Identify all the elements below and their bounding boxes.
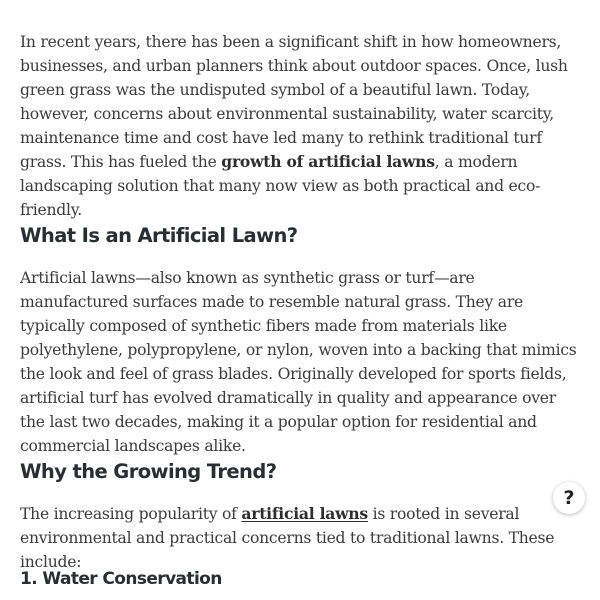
help-button[interactable] <box>553 482 585 514</box>
question-mark-icon: ? <box>563 486 575 509</box>
why-text-after: is rooted in several environmental and practical concerns tied to traditional lawns. These include: <box>20 505 555 571</box>
intro-paragraph <box>20 30 584 222</box>
why-text-before: The increasing popularity of <box>20 505 242 523</box>
section-heading-what-is: What Is an Artificial Lawn? <box>20 224 298 247</box>
intro-text-after: , a modern landscaping solution that many now view as both practical and eco-friendly. <box>20 153 541 219</box>
intro-bold-phrase: growth of artificial lawns <box>221 152 435 171</box>
section-why-trend-paragraph <box>20 502 586 574</box>
subheading-water-conservation: 1. Water Conservation <box>20 569 222 589</box>
section-what-is-paragraph: Artificial lawns—also known as synthetic grass or turf—are manufactured surfaces made to resemble natural grass. They are typically composed of synthetic fibers made from materials like polyethylene, polypropylene, or nylon, woven into a backing that mimics the look and feel of grass blades. Originally developed for sports fields, artificial turf has evolved dramatically in quality and appearance over the last two decades, making it a popular option for residential and commercial landscapes alike. <box>20 269 577 455</box>
section-heading-why-trend: Why the Growing Trend? <box>20 460 277 483</box>
intro-text-before: In recent years, there has been a significant shift in how homeowners, businesses, and urban planners think about outdoor spaces. Once, lush green grass was the undisputed symbol of a beautiful lawn. Today, however, concerns about environmental sustainability, water scarcity, maintenance time and cost have led many to rethink traditional turf grass. This has fueled the <box>20 33 568 171</box>
artificial-lawns-link[interactable]: artificial lawns <box>241 504 368 523</box>
